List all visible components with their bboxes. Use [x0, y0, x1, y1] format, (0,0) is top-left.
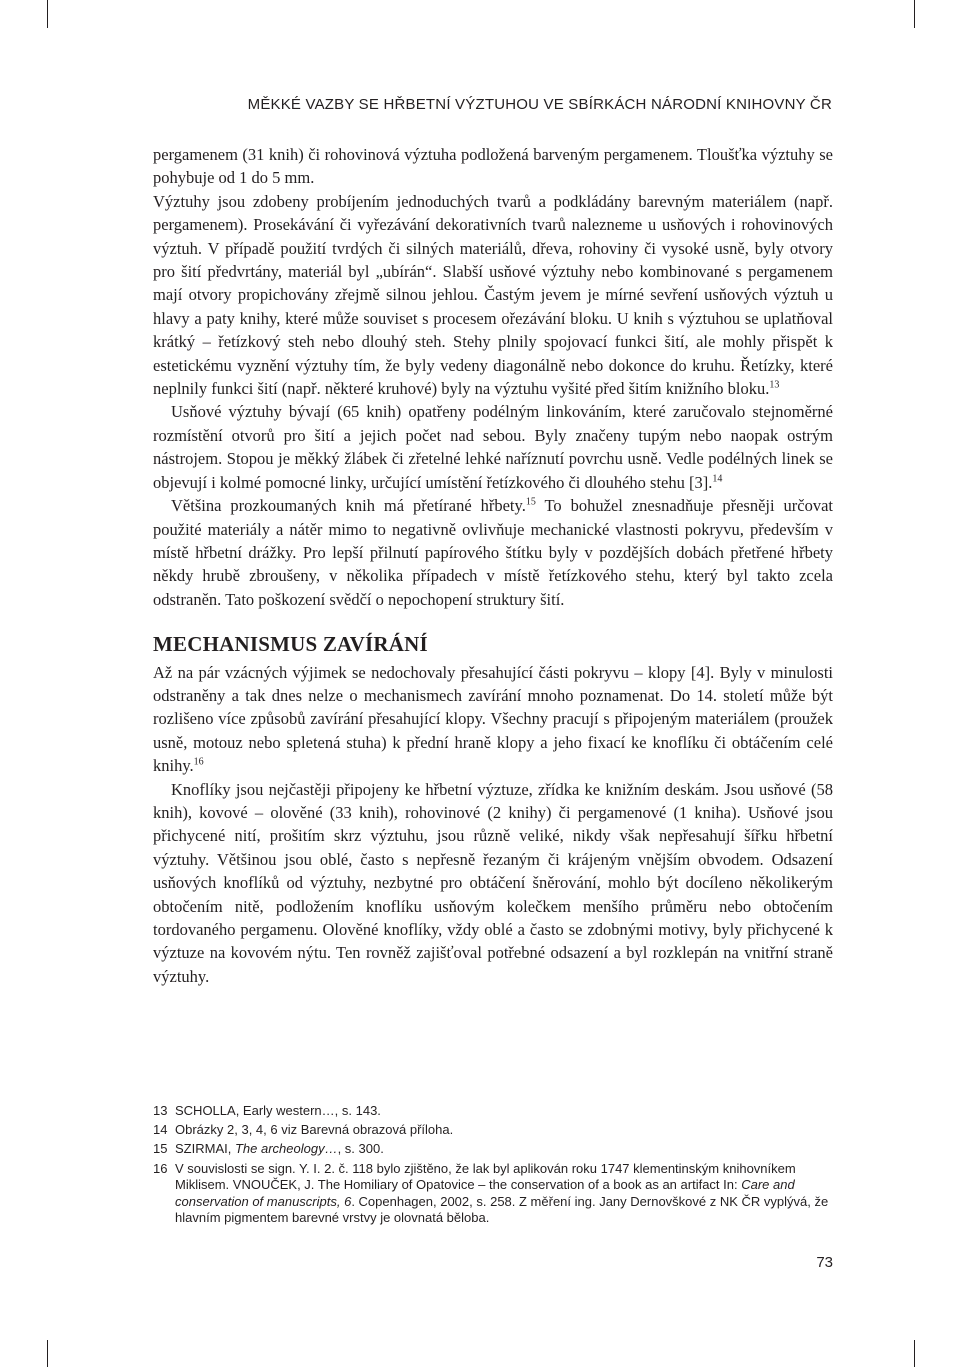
- page-number: 73: [816, 1254, 833, 1271]
- footnote-number: 13: [153, 1103, 168, 1118]
- paragraph-3-text: Usňové výztuhy bývají (65 knih) opatřeny podélným linkováním, které zaručovalo stejnoměrné rozmístění otvorů pro šití a jejich počet nad sebou. Byly značeny tupým nebo naopak ostrým nástrojem. Stopou je měkký žlábek či zřetelné lehké naříznutí povrchu usně. Vedle podélných linek se objevují i kolmé pomocné linky, určující umístění řetízkového či dlouhého stehu [3].: [153, 402, 833, 492]
- paragraph-5: [153, 661, 833, 778]
- footnote-text-b: . Copenhagen, 2002, s. 258. Z měření ing. Jany Dernovškové z NK ČR vyplývá, že hlavním pigmentem barevné vrstvy je olovnatá běloba.: [175, 1193, 829, 1226]
- paragraph-4-text-a: Většina prozkoumaných knih má přetírané hřbety.: [171, 496, 526, 516]
- footnote-ref-15: 15: [525, 496, 536, 508]
- footnote-text: [175, 1141, 833, 1158]
- paragraph-1: pergamenem (31 knih) či rohovinová výztuha podložená barveným pergamenem. Tloušťka výztuhy se pohybuje od 1 do 5 mm.: [153, 145, 833, 188]
- crop-mark-top-right: [914, 0, 915, 28]
- footnote-ref-16: 16: [193, 756, 204, 768]
- paragraph-2: [153, 190, 833, 401]
- footnote-16: [153, 1161, 833, 1227]
- footnote-number: 15: [153, 1141, 168, 1157]
- footnote-ref-14: 14: [712, 473, 723, 485]
- footnote-text-b: , s. 300.: [337, 1141, 384, 1157]
- footnote-text-italic: The archeology…: [234, 1141, 338, 1157]
- footnote-15: [153, 1141, 833, 1158]
- footnotes: [153, 1103, 833, 1230]
- footnote-number: 16: [153, 1160, 168, 1176]
- footnote-text: Obrázky 2, 3, 4, 6 viz Barevná obrazová příloha.: [175, 1122, 454, 1138]
- paragraph-4-text-b: To bohužel znesnadňuje přesněji určovat použité materiály a nátěr mimo to negativně ovlivňuje mechanické vlastnosti pokryvu, především v místě hřbetní drážky. Pro lepší přilnutí papírového štítku byly v pozdějších dobách přetřené hřbety někdy hrubě zbroušeny, v několika případech v místě řetízkového stehu, který byl takto zcela odstraněn. Tato poškození svědčí o nepochopení struktury šití.: [153, 496, 833, 609]
- crop-mark-top-left: [47, 0, 48, 28]
- footnote-text: [175, 1161, 833, 1227]
- crop-mark-bottom-left: [47, 1340, 48, 1367]
- main-text: [153, 143, 833, 988]
- paragraph-6: Knoflíky jsou nejčastěji připojeny ke hřbetní výztuze, zřídka ke knižním deskám. Jsou usňové (58 knih), kovové – olověné (33 knih), rohovinové (2 knihy) či pergamenové (1 kniha). Usňové jsou přichycené nití, prošitím skrz výztuhu, jsou různě veliké, nikdy však nepřesahují šířku hřbetní výztuhy. Většinou jsou oblé, často s nepřesně řezaným či krájeným vnějším obvodem. Odsazení usňových knoflíků od výztuhy, nezbytné pro obtáčení šněrování, mohlo být docíleno několikerým obtočením nitě, podložením knoflíku usňovým kolečkem menšího průměru nebo obtočením tordovaného pergamenu. Olověné knoflíky, vždy oblé a často se zdobnými motivy, byly přichycené k výztuze na kovovém nýtu. Ten rovněž zajišťoval potřebné odsazení a byl rozklepán na vnitřní straně výztuhy.: [153, 779, 833, 986]
- paragraph-2-text: Výztuhy jsou zdobeny probíjením jednoduchých tvarů a podkládány barevným materiálem (např. pergamenem). Prosekávání či vyřezávání dekorativních tvarů nalezneme u usňových i rohovinových výztuh. V případě použití tvrdých či silných materiálů, dřeva, rohoviny či vysoké usně, byly otvory pro šití předvrtány, materiál byl „ubírán“. Slabší usňové výztuhy nebo kombinované s pergamenem mají otvory propichovány zřejmě silnou jehlou. Častým jevem je mírné sevření usňových výztuh u hlavy a paty knihy, které může souviset s procesem ořezávání bloku. U knih s výztuhou se uplatňoval krátký – řetízkový steh nebo dlouhý steh. Stehy plnily spojovací funkci šití, ale mohly přispět k estetickému vyznění výztuhy tím, že byly vedeny diagonálně nebo dokonce do kruhu. Řetízky, které neplnily funkci šití (např. některé kruhové) byly na výztuhu vyšité před šitím knižního bloku.: [153, 191, 833, 399]
- footnote-ref-13: 13: [769, 379, 780, 391]
- running-header: MĚKKÉ VAZBY SE HŘBETNÍ VÝZTUHOU VE SBÍRKÁCH NÁRODNÍ KNIHOVNY ČR: [247, 96, 832, 113]
- footnote-text-italic: Care and conservation of manuscripts, 6: [175, 1177, 795, 1209]
- footnote-14: [153, 1122, 833, 1139]
- section-heading: MECHANISMUS ZAVÍRÁNÍ: [153, 632, 428, 657]
- crop-mark-bottom-right: [914, 1340, 915, 1367]
- footnote-text: SCHOLLA, Early western…, s. 143.: [175, 1103, 381, 1118]
- paragraph-5-text: Až na pár vzácných výjimek se nedochovaly přesahující části pokryvu – klopy [4]. Byly v minulosti odstraněny a tak dnes nelze o mechanismech zavírání mnoho poznamenat. Do 14. století může být rozlišeno více způsobů zavírání přesahující klopy. Všechny pracují s připojeným materiálem (proužek usně, motouz nebo spletená stuha) k přední hraně klopy a jeho fixací ke knoflíku či obtáčením celé knihy.: [153, 662, 833, 776]
- paragraph-3: [153, 400, 833, 494]
- footnote-text-a: V souvislosti se sign. Y. I. 2. č. 118 bylo zjištěno, že lak byl aplikován roku 1747 klementinským knihovníkem Miklisem. VNOUČEK, J. The Homiliary of Opatovice – the conservation of a book as an artifact In:: [175, 1160, 796, 1193]
- footnote-text-a: SZIRMAI,: [175, 1141, 235, 1157]
- footnote-13: [153, 1103, 833, 1120]
- footnote-number: 14: [153, 1122, 168, 1138]
- paragraph-4: [153, 494, 833, 611]
